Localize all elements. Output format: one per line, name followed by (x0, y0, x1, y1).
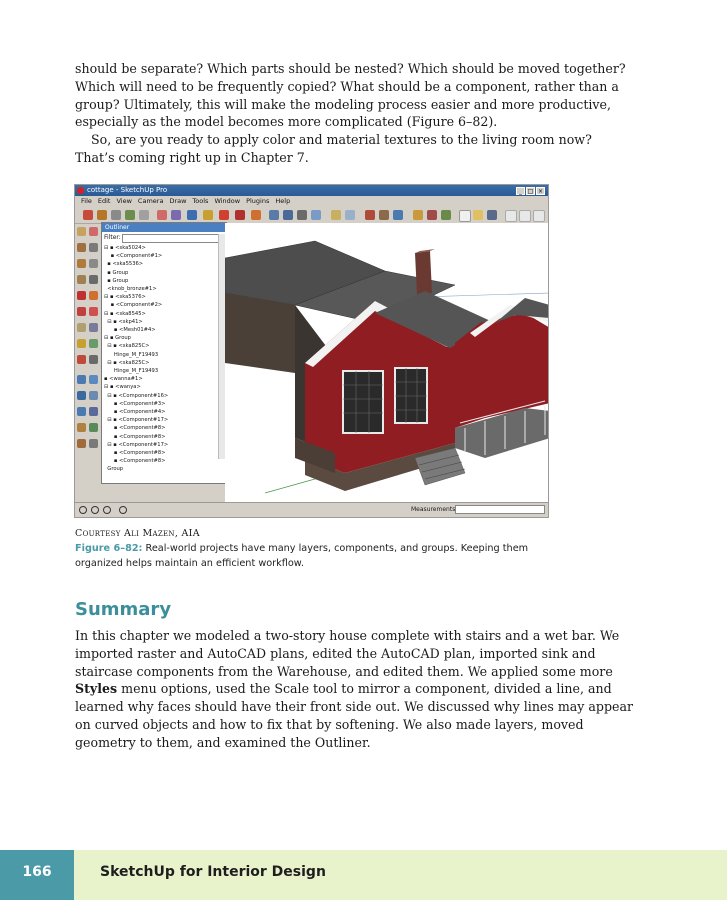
outliner-item: ⊟ ▪ <ska5024> (104, 245, 146, 251)
tool-icon (89, 243, 98, 252)
page-footer (0, 850, 727, 900)
outliner-item: ⊟ ▪ Group (104, 335, 131, 342)
menu-draw: Draw (169, 197, 187, 205)
tool-icon (89, 391, 98, 400)
eraser-tool-icon (157, 210, 167, 220)
window-titlebar (75, 185, 548, 196)
outliner-item: ⊟ ▪ <Component#17> (104, 441, 169, 448)
menu-edit: Edit (97, 197, 111, 205)
tool-icon (89, 307, 98, 316)
components-icon (365, 210, 375, 220)
outliner-item: <knob_bronze#1> (104, 286, 157, 293)
outliner-item: ⊟ ▪ <ska8545> (104, 310, 146, 317)
page-number: 166 (0, 850, 74, 900)
tool-icon (89, 323, 98, 332)
summary-text-1: In this chapter we modeled a two-story house complete with stairs and a wet bar. We imported raster and AutoCAD plans, edited the AutoCAD plan, imported sink and staircase components from the Warehouse, and edited them. We applied some more (75, 628, 620, 679)
outliner-tree (104, 244, 214, 474)
share-model-icon (345, 210, 355, 220)
summary-heading: Summary (75, 599, 172, 620)
tool-icon (77, 407, 86, 416)
outliner-item: ▪ <Mesh01#4> (104, 327, 156, 334)
outliner-item: ▪ <Component#8> (104, 458, 166, 465)
outliner-item: ⊟ ▪ <skp41> (104, 318, 143, 325)
credits-icon (91, 506, 99, 514)
filter-input (122, 234, 219, 243)
tool-icon (89, 275, 98, 284)
tool-icon (89, 439, 98, 448)
new-file-icon (459, 210, 471, 222)
minimize-icon: _ (516, 187, 525, 195)
tool-icon (89, 375, 98, 384)
outliner-item: ⊟ ▪ <Component#17> (104, 417, 169, 424)
outliner-item: ▪ <Component#2> (104, 302, 163, 309)
pan-tool-icon (283, 210, 293, 220)
outliner-item: ⊟ ▪ <wanya> (104, 384, 141, 391)
styles-term: Styles (75, 681, 118, 697)
menu-window: Window (214, 197, 241, 205)
save-file-icon (487, 210, 497, 220)
rectangle-tool-icon (111, 210, 121, 220)
figure-credit: Courtesy Ali Mazen, AIA (75, 528, 200, 539)
help-icon (119, 506, 127, 514)
sketchup-app-icon (77, 187, 84, 194)
open-file-icon (473, 210, 483, 220)
orbit-tool-icon (269, 210, 279, 220)
zoom-tool-icon (297, 210, 307, 220)
circle-tool-icon (125, 210, 135, 220)
tool-icon (77, 291, 86, 300)
layers-icon (427, 210, 437, 220)
figure-caption (75, 541, 555, 571)
measurements-box (455, 505, 545, 514)
tool-icon (77, 339, 86, 348)
tool-icon (89, 227, 98, 236)
tool-icon (77, 423, 86, 432)
tool-icon (77, 439, 86, 448)
move-tool-icon (203, 210, 213, 220)
tool-icon (89, 407, 98, 416)
menu-view: View (116, 197, 132, 205)
arc-tool-icon (139, 210, 149, 220)
tool-icon (77, 307, 86, 316)
rotate-tool-icon (219, 210, 229, 220)
model-viewport (225, 223, 549, 505)
outliner-title: Outliner (102, 223, 226, 232)
tool-icon (77, 243, 86, 252)
menu-help: Help (275, 197, 291, 205)
geo-location-icon (79, 506, 87, 514)
outliner-item: ▪ <Component#3> (104, 400, 166, 407)
tool-icon (89, 423, 98, 432)
line-tool-icon (97, 210, 107, 220)
paint-tool-icon (171, 210, 181, 220)
menu-plugins: Plugins (246, 197, 270, 205)
outliner-item: ▪ <ska5536> (104, 261, 144, 268)
tool-icon (77, 259, 86, 268)
house-model-render (225, 223, 549, 505)
menu-camera: Camera (137, 197, 164, 205)
warehouse-icon (331, 210, 341, 220)
outliner-item: ▪ <wanna#1> (104, 376, 143, 383)
tool-icon (77, 391, 86, 400)
summary-paragraph (75, 627, 635, 752)
menu-tools: Tools (192, 197, 209, 205)
tool-icon (77, 375, 86, 384)
figure-caption-text: Real-world projects have many layers, components, and groups. Keeping them organized helps maintain an efficient workflow. (75, 543, 529, 569)
outliner-item: ⊟ ▪ <ska5376> (104, 294, 146, 301)
outliner-item: ▪ <Component#8> (104, 433, 166, 440)
outliner-panel (101, 222, 227, 484)
outliner-item: ⊟ ▪ <Component#16> (104, 392, 169, 399)
tool-icon (89, 291, 98, 300)
tool-icon (89, 259, 98, 268)
sandbox-icon (413, 210, 423, 220)
measurements-label: Measurements (411, 506, 456, 513)
tool-icon (89, 355, 98, 364)
outliner-item: ▪ <Component#1> (104, 253, 163, 260)
close-icon: × (537, 188, 544, 195)
book-title: SketchUp for Interior Design (100, 864, 326, 880)
cut-icon (505, 210, 517, 222)
menu-file: File (81, 197, 92, 205)
outliner-item: Hinge_M_F19493 (104, 351, 159, 358)
maximize-icon: □ (527, 188, 534, 195)
outliner-item: ▪ <Component#4> (104, 409, 166, 416)
paste-icon (533, 210, 545, 222)
outliner-item: Hinge_M_F19493 (104, 368, 159, 375)
tool-icon (77, 323, 86, 332)
outliner-item: ▪ Group (104, 277, 129, 284)
outliner-item: ⊟ ▪ <ska825C> (104, 343, 150, 350)
outliner-item: Group (104, 466, 124, 473)
user-icon (103, 506, 111, 514)
body-paragraph-2: So, are you ready to apply color and material textures to the living room now? That’s coming right up in Chapter 7. (75, 132, 592, 165)
offset-tool-icon (251, 210, 261, 220)
tool-icon (77, 275, 86, 284)
sketchup-screenshot (74, 184, 549, 518)
shadows-icon (441, 210, 451, 220)
window-title: cottage - SketchUp Pro (87, 186, 168, 194)
styles-icon (393, 210, 403, 220)
outliner-item: ▪ Group (104, 269, 129, 276)
outliner-scrollbar (218, 234, 225, 459)
filter-label: Filter: (104, 234, 121, 241)
select-tool-icon (83, 210, 93, 220)
figure-label: Figure 6–82: (75, 543, 143, 554)
outliner-item: ⊟ ▪ <ska825C> (104, 359, 150, 366)
tool-icon (89, 339, 98, 348)
large-toolset (75, 223, 101, 483)
tool-icon (77, 227, 86, 236)
tool-icon (77, 355, 86, 364)
status-bar (75, 502, 548, 517)
scale-tool-icon (235, 210, 245, 220)
materials-icon (379, 210, 389, 220)
copy-icon (519, 210, 531, 222)
outliner-item: ▪ <Component#8> (104, 425, 166, 432)
outliner-item: ▪ <Component#8> (104, 450, 166, 457)
body-paragraph-1: should be separate? Which parts should be nested? Which should be moved together? Which will need to be frequently copied? What should be a component, rather than a group? Ultimately, this will make the modeling process easier and more productive, especially as the model becomes more complicated (Figure 6–82). (75, 61, 626, 130)
push-pull-tool-icon (187, 210, 197, 220)
menu-bar (75, 196, 548, 206)
zoom-extents-icon (311, 210, 321, 220)
summary-text-2: menu options, used the Scale tool to mirror a component, divided a line, and learned why faces should have their front side out. We discussed why lines may appear on curved objects and how to fix that by softening. We also made layers, moved geometry to them, and examined the Outliner. (75, 681, 634, 750)
